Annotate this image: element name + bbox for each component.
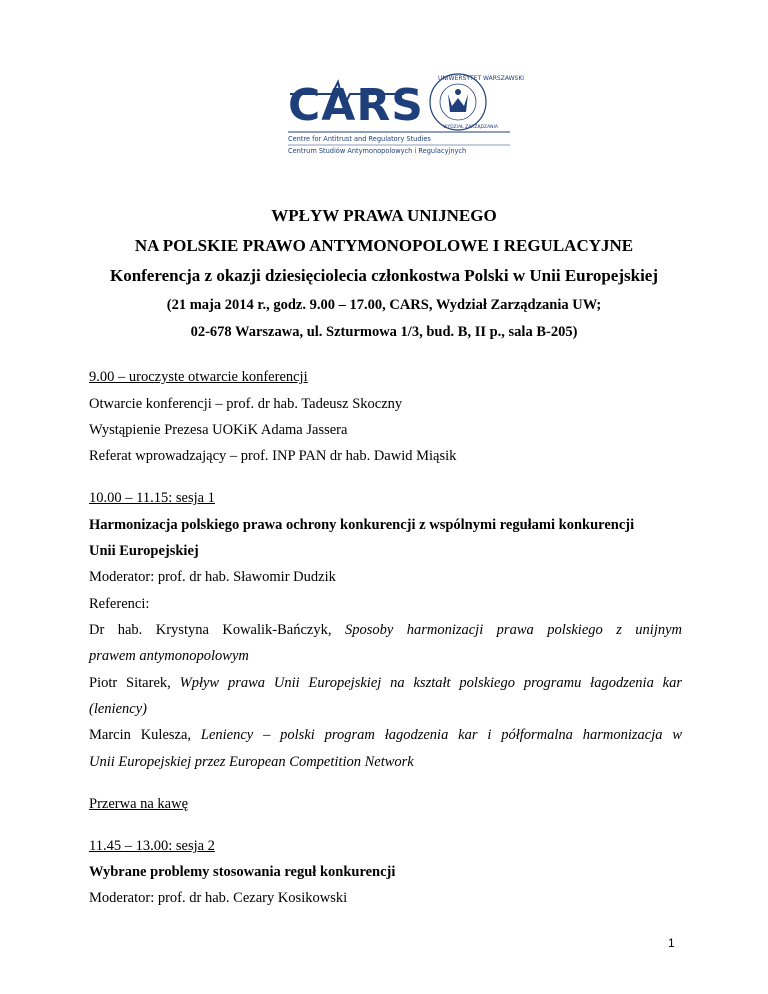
opening-item: Otwarcie konferencji – prof. dr hab. Tadeusz Skoczny (89, 396, 403, 412)
talk-title-cont: prawem antymonopolowym (89, 648, 249, 664)
speakers-label: Referenci: (89, 596, 150, 612)
talk-title-cont: Unii Europejskiej przez European Competition Network (89, 754, 414, 770)
talk-speaker: Marcin Kulesza, (89, 727, 192, 743)
session1-title-cont: Unii Europejskiej (89, 543, 199, 559)
university-seal-icon (430, 74, 524, 130)
cars-logo (288, 72, 525, 158)
session2-time: 11.45 – 13.00: sesja 2 (89, 838, 215, 854)
page-number: 1 (668, 936, 675, 950)
conference-subtitle: Konferencja z okazji dziesięciolecia członkostwa Polski w Unii Europejskiej (109, 266, 659, 285)
session1-moderator: Moderator: prof. dr hab. Sławomir Dudzik (89, 569, 336, 585)
document-title-line2: NA POLSKIE PRAWO ANTYMONOPOLOWE I REGULACYJNE (134, 236, 634, 255)
talk-title: Wpływ prawa Unii Europejskiej na kształt polskiego programu łagodzenia kar (179, 675, 683, 691)
logo-line-polish: Centrum Studiów Antymonopolowych i Regulacyjnych (288, 147, 467, 155)
talk-title-cont: (leniency) (89, 701, 147, 717)
talk-speaker: Dr hab. Krystyna Kowalik-Bańczyk, (89, 622, 332, 638)
talk-title: Leniency – polski program łagodzenia kar i półformalna harmonizacja w (200, 727, 683, 743)
session2-title: Wybrane problemy stosowania reguł konkurencji (89, 864, 396, 880)
talk-speaker: Piotr Sitarek, (89, 675, 171, 691)
talk-line (89, 675, 682, 692)
talk-title: Sposoby harmonizacji prawa polskiego z unijnym (344, 622, 683, 638)
seal-inner-text: WYDZIAŁ ZARZĄDZANIA (443, 125, 498, 130)
conference-details-line1: (21 maja 2014 r., godz. 9.00 – 17.00, CARS, Wydział Zarządzania UW; (166, 297, 602, 313)
session1-title: Harmonizacja polskiego prawa ochrony konkurencji z wspólnymi regułami konkurencji (89, 517, 635, 533)
talk-line (89, 727, 682, 744)
opening-time: 9.00 – uroczyste otwarcie konferencji (89, 369, 308, 385)
opening-item: Referat wprowadzający – prof. INP PAN dr hab. Dawid Miąsik (89, 448, 457, 464)
coffee-break: Przerwa na kawę (89, 796, 189, 812)
talk-line (89, 622, 682, 639)
document-title: WPŁYW PRAWA UNIJNEGO (271, 206, 497, 225)
session2-moderator: Moderator: prof. dr hab. Cezary Kosikowski (89, 890, 348, 906)
logo-wordmark: CARS (288, 80, 424, 131)
seal-arc-text: UNIWERSYTET WARSZAWSKI (438, 75, 525, 82)
conference-details-line2: 02-678 Warszawa, ul. Szturmowa 1/3, bud. B, II p., sala B-205) (190, 324, 578, 340)
session1-time: 10.00 – 11.15: sesja 1 (89, 490, 215, 506)
opening-item: Wystąpienie Prezesa UOKiK Adama Jassera (89, 422, 348, 438)
logo-line-english: Centre for Antitrust and Regulatory Studies (288, 135, 431, 143)
